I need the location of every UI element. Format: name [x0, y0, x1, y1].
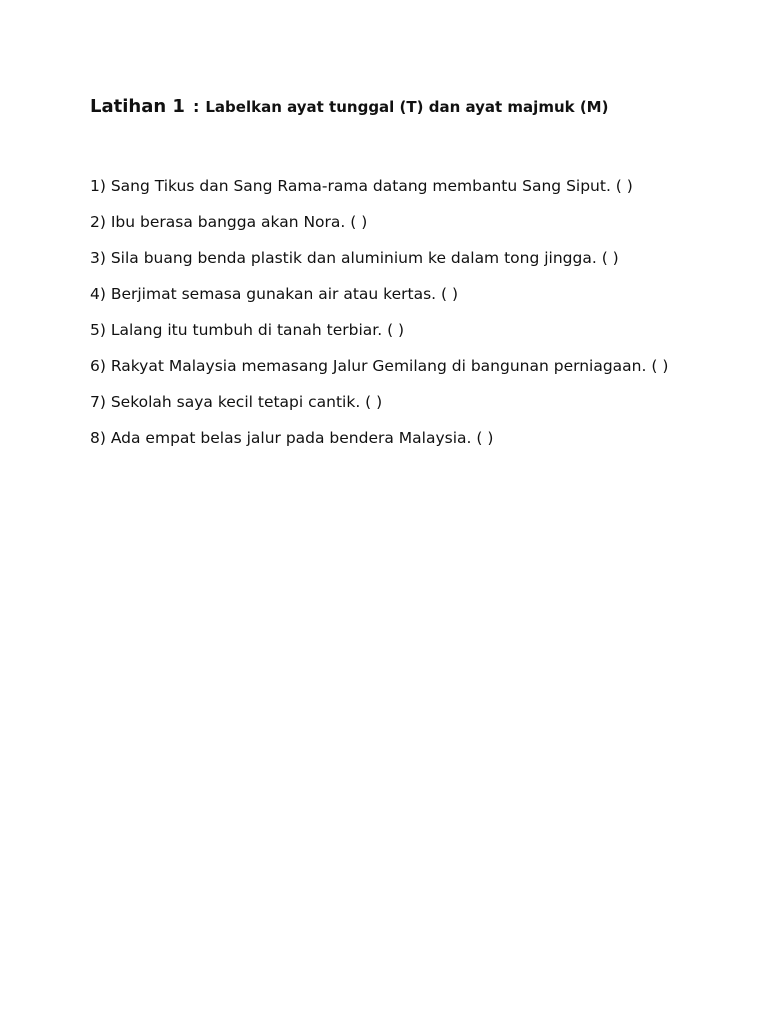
question-list	[90, 174, 680, 462]
exercise-title: Latihan 1	[90, 96, 185, 117]
question-item-6: 6) Rakyat Malaysia memasang Jalur Gemilang di bangunan perniagaan. ( )	[90, 357, 669, 375]
heading-separator: :	[192, 97, 200, 116]
worksheet-heading	[90, 96, 608, 117]
exercise-instruction: Labelkan ayat tunggal (T) dan ayat majmuk (M)	[205, 98, 609, 116]
question-item-3: 3) Sila buang benda plastik dan aluminium ke dalam tong jingga. ( )	[90, 249, 619, 267]
question-item-8: 8) Ada empat belas jalur pada bendera Malaysia. ( )	[90, 429, 494, 447]
question-item-4: 4) Berjimat semasa gunakan air atau kertas. ( )	[90, 285, 459, 303]
question-item-5: 5) Lalang itu tumbuh di tanah terbiar. ( )	[90, 321, 405, 339]
question-item-1: 1) Sang Tikus dan Sang Rama-rama datang membantu Sang Siput. ( )	[90, 177, 633, 195]
question-item-7: 7) Sekolah saya kecil tetapi cantik. ( )	[90, 393, 383, 411]
question-item-2: 2) Ibu berasa bangga akan Nora. ( )	[90, 213, 368, 231]
